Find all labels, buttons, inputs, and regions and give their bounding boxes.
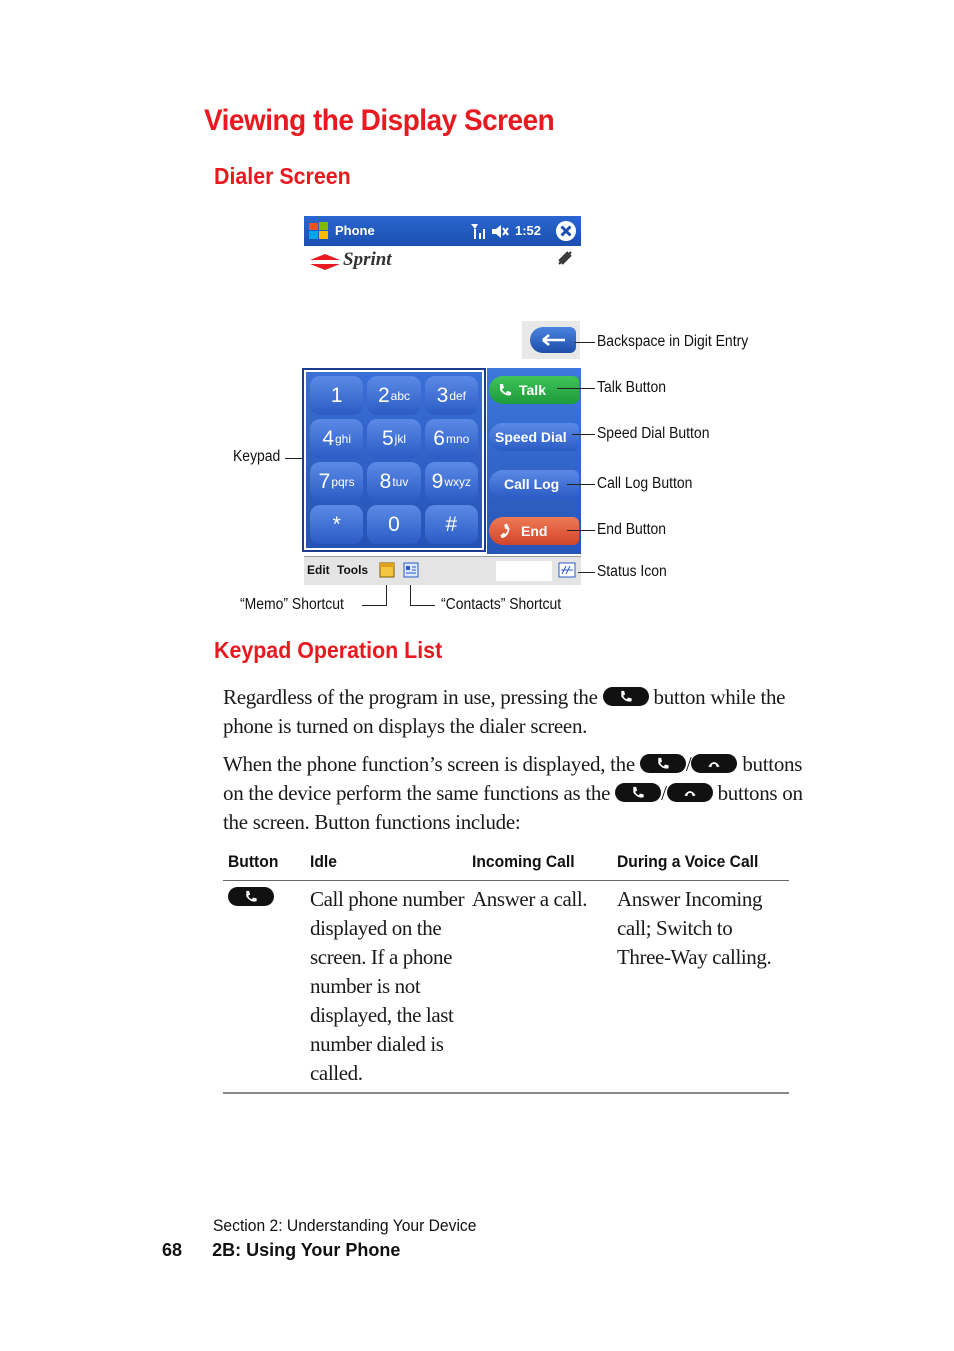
para2-b: buttons (742, 752, 803, 776)
paragraph-2: When the phone function’s screen is displayed, the / buttons on the device perform the same functions as the / buttons on the screen. Button functions include: (223, 750, 803, 837)
callout-end: End Button (597, 521, 667, 538)
callout-call-log: Call Log Button (597, 475, 693, 492)
key-digit: 3 (436, 383, 449, 407)
callout-memo: “Memo” Shortcut (240, 596, 344, 613)
page-title: Viewing the Display Screen (204, 104, 555, 137)
para1-c: phone is turned on displays the dialer screen. (223, 714, 588, 738)
paragraph-1 (223, 683, 803, 741)
callout-speed-dial: Speed Dial Button (597, 425, 710, 442)
table-bottom-rule (223, 1092, 789, 1094)
page-number: 68 (162, 1240, 183, 1260)
carrier-bar (304, 246, 581, 276)
phone-handset-icon (497, 382, 513, 398)
end-key-icon (691, 754, 737, 773)
para1-a: Regardless of the program in use, pressing the (223, 685, 598, 709)
connectivity-icon[interactable] (556, 249, 574, 272)
table-header-incoming: Incoming Call (472, 852, 575, 871)
callout-status: Status Icon (597, 563, 667, 580)
talk-button[interactable] (489, 376, 579, 404)
section-heading-keypad-operation: Keypad Operation List (214, 637, 443, 663)
key-digit: 0 (388, 512, 400, 536)
para2-d: buttons on (717, 781, 803, 805)
speed-dial-button[interactable] (489, 423, 579, 451)
sprint-logo-icon (308, 252, 342, 277)
menu-edit[interactable]: Edit (307, 563, 330, 577)
keypad-key[interactable] (425, 376, 478, 415)
keypad-key[interactable] (425, 505, 478, 544)
clock-time[interactable]: 1:52 (515, 223, 542, 238)
table-header-button: Button (228, 852, 279, 871)
talk-key-icon (228, 887, 274, 906)
call-buttons-panel (487, 368, 581, 554)
key-digit: 6 (433, 426, 445, 450)
end-key-icon (667, 783, 713, 802)
close-icon[interactable] (555, 220, 577, 247)
call-log-button[interactable] (489, 470, 579, 498)
key-letters: def (449, 388, 466, 403)
footer-chapter: 2B: Using Your Phone (212, 1240, 401, 1260)
talk-key-icon (615, 783, 661, 802)
keypad-key[interactable] (367, 505, 420, 544)
footer-section: Section 2: Understanding Your Device (213, 1216, 477, 1235)
para2-c: on the device perform the same functions as the (223, 781, 611, 805)
keypad-key[interactable] (367, 462, 420, 501)
signal-icon[interactable] (470, 223, 488, 245)
callout-keypad: Keypad (233, 448, 281, 465)
keypad-key[interactable] (310, 462, 363, 501)
digit-entry-field[interactable] (496, 561, 552, 581)
para2-e: the screen. Button functions include: (223, 810, 521, 834)
key-digit: 5 (381, 426, 394, 450)
windows-logo-icon[interactable] (308, 221, 330, 246)
key-digit: * (332, 512, 341, 536)
memo-icon[interactable] (378, 561, 396, 584)
callout-talk: Talk Button (597, 379, 667, 396)
end-button[interactable] (489, 517, 579, 545)
talk-key-icon (640, 754, 686, 773)
key-digit: 2 (377, 383, 390, 407)
para1-b: button while the (653, 685, 786, 709)
table-header-idle: Idle (310, 852, 337, 871)
call-log-label: Call Log (504, 476, 560, 492)
key-digit: 8 (379, 469, 392, 493)
para2-a: When the phone function’s screen is displayed, the (223, 752, 635, 776)
key-digit: 7 (318, 469, 331, 493)
phone-title-bar (304, 216, 581, 246)
table-cell-idle: Call phone number displayed on the screen. If a phone number is not displayed, the last number dialed is called. (310, 887, 465, 1085)
keypad-key[interactable] (425, 419, 478, 458)
keypad-key[interactable] (310, 505, 363, 544)
speed-dial-label: Speed Dial (495, 429, 567, 445)
talk-key-icon (603, 687, 649, 706)
key-letters: jkl (394, 431, 406, 446)
keypad-key[interactable] (310, 419, 363, 458)
key-letters: mno (445, 431, 470, 446)
key-digit: # (445, 512, 458, 536)
menu-bar (304, 556, 581, 585)
section-heading-dialer: Dialer Screen (214, 163, 351, 189)
callout-backspace: Backspace in Digit Entry (597, 333, 749, 350)
status-icon[interactable] (558, 562, 576, 583)
footer-page-line (162, 1240, 400, 1261)
hang-up-icon (497, 523, 513, 539)
back-arrow-icon (541, 332, 567, 353)
callout-contacts: “Contacts” Shortcut (441, 596, 562, 613)
key-letters: pqrs (331, 474, 355, 489)
table-cell-during: Answer Incoming call; Switch to Three-Way calling. (617, 887, 772, 969)
key-digit: 4 (322, 426, 334, 450)
key-digit: 1 (330, 383, 343, 407)
key-letters: abc (390, 388, 411, 403)
keypad-key[interactable] (367, 376, 420, 415)
end-label: End (521, 523, 548, 539)
keypad-key[interactable] (425, 462, 478, 501)
table-header-rule (223, 880, 789, 881)
table-cell-incoming: Answer a call. (472, 887, 588, 911)
talk-label: Talk (519, 382, 546, 398)
sprint-brand: Sprint (343, 249, 392, 270)
table-header-during: During a Voice Call (617, 852, 759, 871)
key-letters: tuv (392, 474, 409, 489)
keypad-key[interactable] (367, 419, 420, 458)
key-letters: wxyz (444, 474, 471, 489)
contacts-icon[interactable] (402, 561, 420, 584)
app-title: Phone (335, 223, 375, 238)
backspace-button[interactable] (522, 321, 580, 359)
keypad-key[interactable] (310, 376, 363, 415)
keypad (302, 368, 486, 552)
key-letters: ghi (335, 431, 352, 446)
volume-icon[interactable] (490, 223, 510, 245)
menu-tools[interactable]: Tools (337, 563, 369, 577)
key-digit: 9 (431, 469, 444, 493)
